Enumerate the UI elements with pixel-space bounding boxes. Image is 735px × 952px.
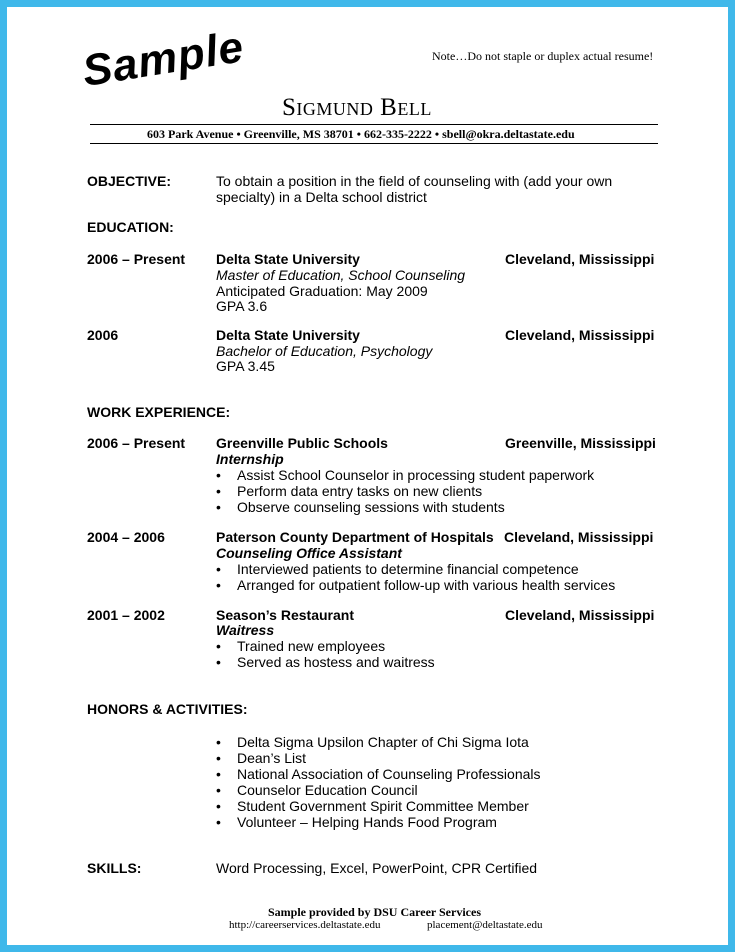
job-employer: Paterson County Department of Hospitals: [216, 529, 494, 545]
honors-item: • Student Government Spirit Committee Member: [216, 798, 529, 814]
sample-watermark: Sample: [79, 22, 248, 97]
job-title: Counseling Office Assistant: [216, 545, 402, 561]
bullet-glyph: •: [216, 467, 221, 483]
bullet-glyph: •: [216, 577, 221, 593]
job-bullet: • Observe counseling sessions with students: [216, 499, 505, 515]
bullet-glyph: •: [216, 638, 221, 654]
candidate-name: Sigmund Bell: [282, 94, 432, 121]
honors-item: • Delta Sigma Upsilon Chapter of Chi Sigma Iota: [216, 734, 529, 750]
job-title: Waitress: [216, 622, 275, 638]
bullet-glyph: •: [216, 766, 221, 782]
header-rule-top: [90, 124, 658, 125]
education-location: Cleveland, Mississippi: [505, 327, 655, 343]
job-bullet: • Arranged for outpatient follow-up with various health services: [216, 577, 616, 593]
objective-heading: OBJECTIVE:: [87, 173, 172, 189]
education-location: Cleveland, Mississippi: [505, 251, 655, 267]
objective-text-line1: To obtain a position in the field of counseling with (add your own: [216, 173, 613, 189]
bullet-glyph: •: [216, 750, 221, 766]
honors-item: • Volunteer – Helping Hands Food Program: [216, 814, 497, 830]
job-location: Greenville, Mississippi: [505, 435, 656, 451]
job-employer: Season’s Restaurant: [216, 607, 354, 623]
bullet-glyph: •: [216, 483, 221, 499]
education-degree: Master of Education, School Counseling: [216, 267, 466, 283]
job-dates: 2004 – 2006: [87, 529, 165, 545]
job-location: Cleveland, Mississippi: [505, 607, 655, 623]
skills-heading: SKILLS:: [87, 860, 142, 876]
staple-note: Note…Do not staple or duplex actual resume!: [432, 49, 654, 63]
honors-item: • National Association of Counseling Professionals: [216, 766, 541, 782]
education-graduation: Anticipated Graduation: May 2009: [216, 283, 428, 299]
bullet-glyph: •: [216, 734, 221, 750]
footer-credit: Sample provided by DSU Career Services: [268, 905, 481, 919]
contact-line: 603 Park Avenue • Greenville, MS 38701 • 662-335-2222 • sbell@okra.deltastate.edu: [147, 127, 575, 141]
job-title: Internship: [216, 451, 284, 467]
honors-heading: HONORS & ACTIVITIES:: [87, 701, 248, 717]
honors-item: • Dean’s List: [216, 750, 307, 766]
job-bullet: • Trained new employees: [216, 638, 386, 654]
job-bullet: • Served as hostess and waitress: [216, 654, 435, 670]
education-dates: 2006 – Present: [87, 251, 186, 267]
bullet-glyph: •: [216, 499, 221, 515]
footer-url: http://careerservices.deltastate.edu: [229, 919, 381, 931]
bullet-glyph: •: [216, 654, 221, 670]
job-employer: Greenville Public Schools: [216, 435, 388, 451]
job-bullet: • Perform data entry tasks on new clients: [216, 483, 483, 499]
bullet-glyph: •: [216, 561, 221, 577]
footer-email: placement@deltastate.edu: [427, 919, 543, 931]
job-bullet: • Interviewed patients to determine financial competence: [216, 561, 579, 577]
bullet-glyph: •: [216, 798, 221, 814]
bullet-glyph: •: [216, 782, 221, 798]
job-dates: 2001 – 2002: [87, 607, 165, 623]
education-dates: 2006: [87, 327, 119, 343]
header-rule-bottom: [90, 143, 658, 144]
education-degree: Bachelor of Education, Psychology: [216, 343, 433, 359]
honors-item: • Counselor Education Council: [216, 782, 418, 798]
work-heading: WORK EXPERIENCE:: [87, 404, 231, 420]
bullet-glyph: •: [216, 814, 221, 830]
education-school: Delta State University: [216, 251, 360, 267]
objective-text-line2: specialty) in a Delta school district: [216, 189, 427, 205]
job-bullet: • Assist School Counselor in processing student paperwork: [216, 467, 595, 483]
education-heading: EDUCATION:: [87, 219, 174, 235]
education-school: Delta State University: [216, 327, 360, 343]
job-dates: 2006 – Present: [87, 435, 186, 451]
education-gpa: GPA 3.6: [216, 298, 268, 314]
job-location: Cleveland, Mississippi: [504, 529, 654, 545]
skills-text: Word Processing, Excel, PowerPoint, CPR Certified: [216, 860, 538, 876]
education-gpa: GPA 3.45: [216, 358, 275, 374]
